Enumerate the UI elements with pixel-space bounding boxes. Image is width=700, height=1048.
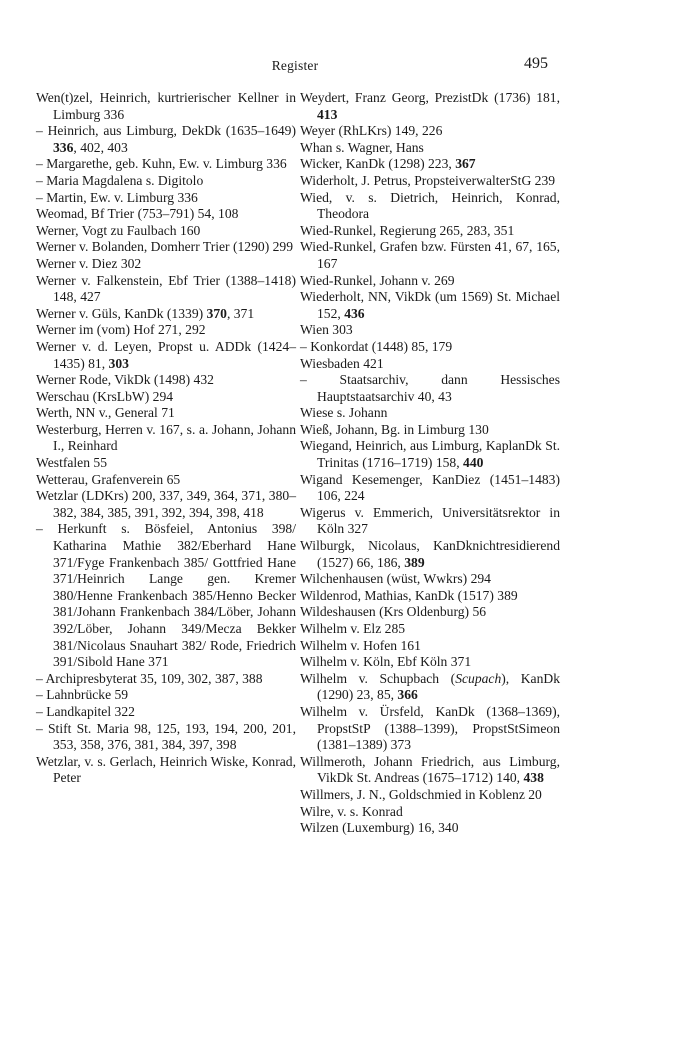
index-column-left — [36, 90, 296, 787]
index-entry-bold2: 366 — [397, 687, 418, 703]
index-entry — [36, 223, 296, 240]
index-entry-rest: , 402, 403 — [73, 139, 128, 155]
index-entry — [300, 405, 560, 422]
index-entry-text: Wiese s. Johann — [300, 405, 388, 421]
index-entry-italic: Scupach — [455, 670, 502, 686]
index-entry — [300, 621, 560, 638]
index-entry-text: – Konkordat (1448) 85, 179 — [300, 338, 453, 354]
running-head: Register — [271, 58, 319, 73]
index-entry — [300, 604, 560, 621]
index-entry — [36, 306, 296, 323]
index-entry-text: Werner v. d. Leyen, Propst u. ADDk (1424–1435) 81, — [36, 338, 296, 371]
index-entry-text: Weydert, Franz Georg, PrezistDk (1736) 181, — [300, 90, 560, 105]
index-entry-text: Wicker, KanDk (1298) 223, — [300, 156, 456, 172]
index-entry — [300, 372, 560, 405]
index-entry — [36, 704, 296, 721]
index-entry-text: – Archipresbyterat 35, 109, 302, 387, 388 — [36, 670, 263, 686]
index-entry-text: – Staatsarchiv, dann Hessisches Hauptstaatsarchiv 40, 43 — [300, 372, 560, 404]
index-entry — [36, 687, 296, 704]
index-entry — [300, 638, 560, 655]
index-entry — [36, 671, 296, 688]
index-entry — [300, 173, 560, 190]
index-entry-text: Wilzen (Luxemburg) 16, 340 — [300, 820, 459, 836]
index-entry — [36, 123, 296, 156]
index-entry — [300, 804, 560, 821]
index-entry-rest: , 371 — [226, 305, 255, 321]
index-entry — [300, 156, 560, 173]
index-entry — [36, 90, 296, 123]
index-entry-text: Werth, NN v., General 71 — [36, 405, 175, 421]
index-entry — [300, 356, 560, 373]
index-entry — [300, 472, 560, 505]
index-entry-text: Wetzlar, v. s. Gerlach, Heinrich Wiske, Konrad, Peter — [36, 753, 296, 786]
index-entry-text: Wilchenhausen (wüst, Wwkrs) 294 — [300, 571, 491, 587]
index-entry-text: Wied-Runkel, Grafen bzw. Fürsten 41, 67, 165, 167 — [300, 239, 560, 271]
index-entry — [36, 754, 296, 787]
index-entry — [300, 90, 560, 123]
page-number: 495 — [524, 55, 548, 72]
index-entry — [36, 256, 296, 273]
index-entry — [36, 521, 296, 670]
index-entry — [300, 671, 560, 704]
index-entry — [300, 438, 560, 471]
index-entry-text: Werner Rode, VikDk (1498) 432 — [36, 372, 214, 388]
index-entry-text: Widerholt, J. Petrus, PropsteiverwalterStG 239 — [300, 172, 556, 188]
index-entry-text: Werschau (KrsLbW) 294 — [36, 388, 174, 404]
index-entry-text: Wen(t)zel, Heinrich, kurtrierischer Kellner in Limburg 336 — [36, 90, 296, 122]
index-column-right — [300, 90, 560, 837]
index-entry-text: Wetterau, Grafenverein 65 — [36, 471, 181, 487]
index-entry-text: Wilhelm v. Schupbach ( — [300, 670, 456, 686]
index-entry-text: Westerburg, Herren v. 167, s. a. Johann, Johann I., Reinhard — [36, 421, 296, 454]
index-entry-text: Wiederholt, NN, VikDk (um 1569) St. Michael 152, — [300, 289, 560, 321]
index-entry — [300, 339, 560, 356]
index-entry-bold: 440 — [463, 455, 484, 471]
index-entry — [36, 156, 296, 173]
index-entry — [300, 538, 560, 571]
index-entry-text: Wied-Runkel, Johann v. 269 — [300, 272, 455, 288]
index-entry-text: – Margarethe, geb. Kuhn, Ew. v. Limburg 336 — [36, 156, 287, 172]
index-entry-text: Wilhelm v. Hofen 161 — [300, 637, 421, 653]
index-entry-text: Wigand Kesemenger, KanDiez (1451–1483) 106, 224 — [300, 471, 560, 504]
index-entry-text: Westfalen 55 — [36, 455, 108, 471]
index-entry — [36, 322, 296, 339]
index-entry-text: Wien 303 — [300, 322, 353, 338]
index-entry — [36, 206, 296, 223]
index-entry-text: Werner v. Bolanden, Domherr Trier (1290) 299 — [36, 239, 294, 255]
index-entry-bold: 438 — [523, 770, 544, 786]
index-entry — [36, 721, 296, 754]
index-entry-text: – Heinrich, aus Limburg, DekDk (1635–1649) — [36, 123, 296, 139]
index-entry — [36, 455, 296, 472]
index-entry-text: Wied-Runkel, Regierung 265, 283, 351 — [300, 222, 515, 238]
index-entry-bold: 436 — [344, 305, 365, 321]
index-entry — [300, 422, 560, 439]
index-entry — [36, 190, 296, 207]
index-entry — [36, 422, 296, 455]
index-entry-text: Weyer (RhLKrs) 149, 226 — [300, 123, 443, 139]
page-header — [0, 54, 700, 78]
index-entry — [36, 372, 296, 389]
index-entry — [36, 239, 296, 256]
index-entry-text: Wigerus v. Emmerich, Universitätsrektor in Köln 327 — [300, 504, 560, 537]
index-entry-text: Wildeshausen (Krs Oldenburg) 56 — [300, 604, 487, 620]
index-entry — [300, 754, 560, 787]
index-entry-text: – Stift St. Maria 98, 125, 193, 194, 200, 201, 353, 358, 376, 381, 384, 397, 398 — [36, 720, 296, 753]
index-entry-text: Wildenrod, Mathias, KanDk (1517) 389 — [300, 587, 518, 603]
index-entry-text: Wieß, Johann, Bg. in Limburg 130 — [300, 421, 489, 437]
index-entry-text: Wilburgk, Nicolaus, KanDknichtresidierend (1527) 66, 186, — [300, 538, 560, 570]
index-entry-text: Wilhelm v. Elz 285 — [300, 621, 406, 636]
index-entry-text: Werner, Vogt zu Faulbach 160 — [36, 222, 201, 238]
index-entry-text: – Herkunft s. Bösfeiel, Antonius 398/ Katharina Mathie 382/Eberhard Hane 371/Fyge Frankenbach 385/ Gottfried Hane 371/Heinrich Lange gen. Kremer 380/Henne Frankenbach 385/Henno Becker 381/Johann Frankenbach 384/Löber, Johann 392/Löber, Johann 349/Mecza Bekker 381/Nicolaus Snauhart 382/ Rode, Friedrich 391/Sibold Hane 371 — [36, 521, 296, 670]
index-entry-bold: 336 — [53, 139, 74, 155]
index-entry-text: Willmers, J. N., Goldschmied in Koblenz 20 — [300, 786, 542, 802]
index-entry — [36, 173, 296, 190]
index-entry-bold: 370 — [206, 305, 227, 321]
index-entry-text: Wiesbaden 421 — [300, 355, 384, 371]
index-entry-text: Whan s. Wagner, Hans — [300, 139, 424, 155]
index-entry-text: Wetzlar (LDKrs) 200, 337, 349, 364, 371, 380–382, 384, 385, 391, 392, 394, 398, 418 — [36, 488, 296, 520]
index-entry-text: Wilre, v. s. Konrad — [300, 803, 403, 819]
index-entry-text: – Maria Magdalena s. Digitolo — [36, 172, 204, 188]
index-entry — [300, 123, 560, 140]
index-entry — [300, 654, 560, 671]
index-entry — [300, 289, 560, 322]
index-entry — [300, 505, 560, 538]
index-entry-text: Werner v. Güls, KanDk (1339) — [36, 305, 207, 321]
index-entry-bold: 367 — [455, 156, 476, 172]
index-entry-text: Wilhelm v. Köln, Ebf Köln 371 — [300, 654, 472, 670]
index-entry-text: Werner v. Diez 302 — [36, 255, 142, 271]
index-entry — [300, 273, 560, 290]
index-entry-rest: ), KanDk (1290) 23, 85, — [317, 670, 560, 703]
index-entry-text: Wiegand, Heinrich, aus Limburg, KaplanDk St. Trinitas (1716–1719) 158, — [300, 438, 560, 471]
index-entry — [300, 140, 560, 157]
index-entry — [36, 273, 296, 306]
index-entry-text: Weomad, Bf Trier (753–791) 54, 108 — [36, 206, 239, 222]
index-entry-text: – Lahnbrücke 59 — [36, 687, 129, 703]
index-entry — [36, 472, 296, 489]
index-entry — [36, 488, 296, 521]
index-entry — [300, 239, 560, 272]
index-entry — [300, 588, 560, 605]
index-entry-bold: 389 — [404, 554, 425, 570]
index-entry — [300, 190, 560, 223]
index-entry — [300, 704, 560, 754]
index-entry-bold: 303 — [108, 355, 129, 371]
index-entry-text: Wilhelm v. Ürsfeld, KanDk (1368–1369), PropstStP (1388–1399), PropstStSimeon (1381–1389) 373 — [300, 703, 560, 753]
index-entry-text: Wied, v. s. Dietrich, Heinrich, Konrad, Theodora — [300, 189, 560, 222]
index-entry-text: Werner im (vom) Hof 271, 292 — [36, 322, 206, 338]
index-entry — [300, 223, 560, 240]
index-entry — [300, 571, 560, 588]
index-entry — [300, 787, 560, 804]
index-entry-text: – Martin, Ew. v. Limburg 336 — [36, 189, 198, 205]
index-entry — [300, 820, 560, 837]
index-entry-text: Willmeroth, Johann Friedrich, aus Limburg, VikDk St. Andreas (1675–1712) 140, — [300, 753, 560, 786]
index-entry-bold: 413 — [317, 106, 338, 122]
index-entry — [36, 405, 296, 422]
index-entry — [36, 389, 296, 406]
index-entry-text: – Landkapitel 322 — [36, 703, 135, 719]
index-entry — [36, 339, 296, 372]
index-entry-text: Werner v. Falkenstein, Ebf Trier (1388–1418) 148, 427 — [36, 272, 296, 305]
index-entry — [300, 322, 560, 339]
